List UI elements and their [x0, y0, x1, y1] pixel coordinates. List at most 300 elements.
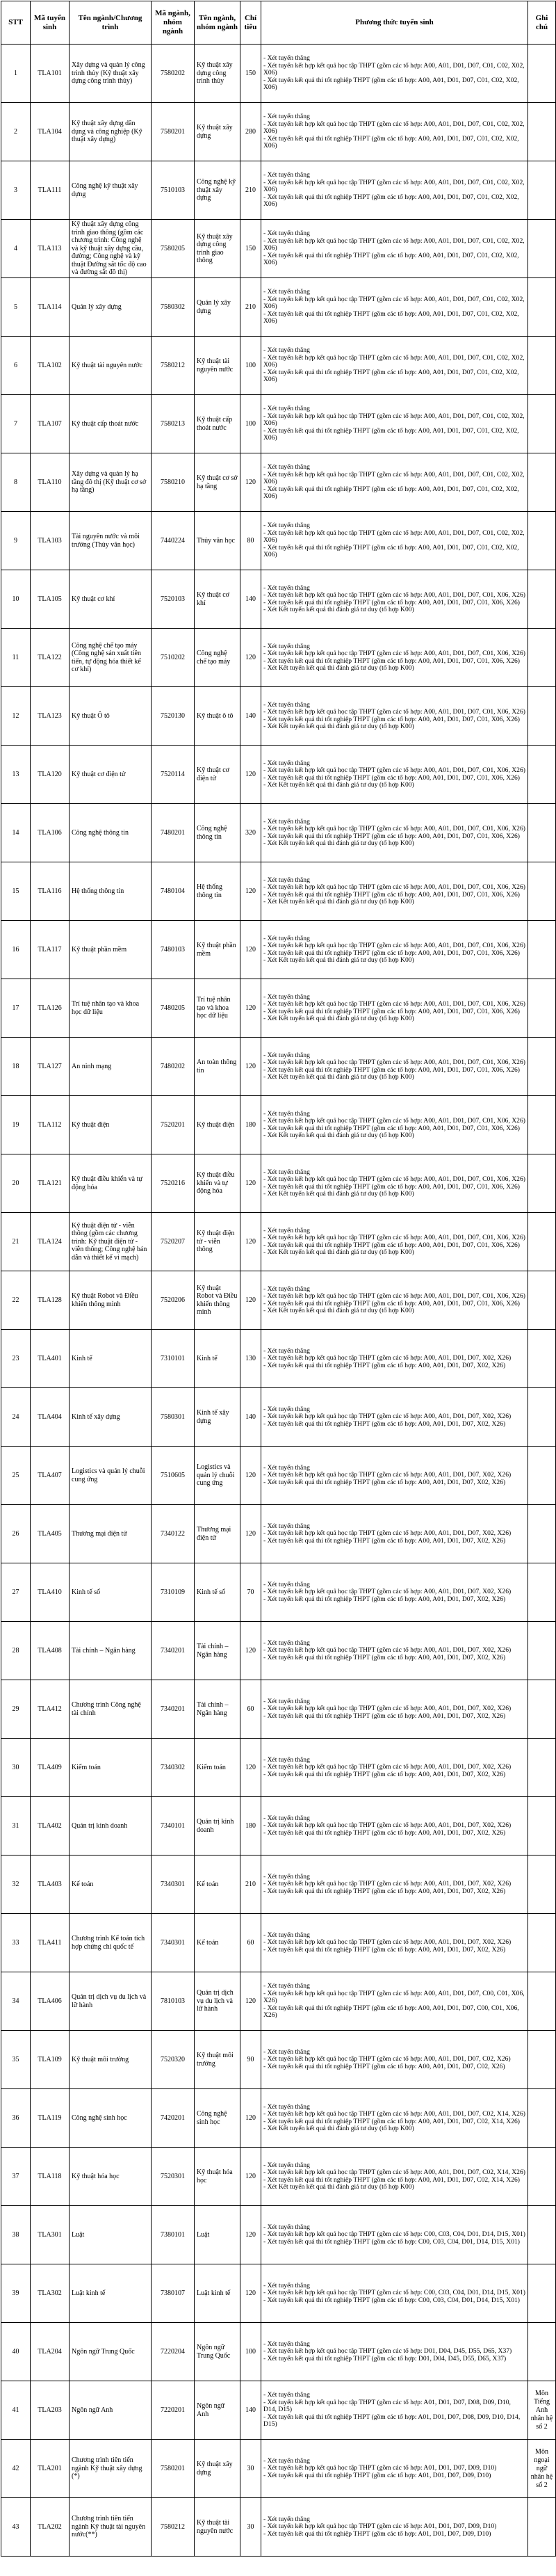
program-cell: An ninh mạng: [70, 1038, 152, 1096]
method-line: - Xét tuyển kết hợp kết quả học tập THPT (gồm các tổ hợp: A00, A01, D01, D07, C01, C02, X02, X06): [263, 120, 525, 136]
method-line: - Xét tuyển thẳng: [263, 1226, 310, 1234]
method-line: - Xét Kết tuyển kết quả thi đánh giá tư duy (tổ hợp K00): [263, 839, 414, 847]
note-cell: [528, 2498, 556, 2557]
major-name-cell: Quản trị kinh doanh: [195, 1797, 240, 1855]
table-row: [1, 161, 556, 220]
method-line: - Xét tuyển kết quả thi tốt nghiệp THPT (gồm các tổ hợp: C00, C03, C04, D01, D14, D15, X01): [263, 2296, 520, 2304]
code-cell: TLA111: [31, 161, 70, 220]
program-cell: Tài nguyên nước và môi trường (Thủy văn học): [70, 512, 152, 570]
method-cell: [261, 2264, 528, 2323]
method-line: - Xét tuyển thẳng: [263, 463, 310, 472]
method-line: - Xét tuyển kết quả thi tốt nghiệp THPT (gồm các tổ hợp: A00, A01, D01, D07, X02, X26): [263, 1419, 506, 1428]
method-line: - Xét tuyển kết hợp kết quả học tập THPT (gồm các tổ hợp: A00, A01, D01, D07, C01, X06, X26): [263, 1175, 525, 1184]
code-cell: TLA402: [31, 1797, 70, 1855]
method-line: - Xét tuyển kết quả thi tốt nghiệp THPT (gồm các tổ hợp: A00, A01, D01, D07, C01, C02, X02, X06): [263, 485, 519, 501]
method-cell: [261, 1330, 528, 1388]
stt-cell: 16: [1, 921, 31, 979]
method-line: - Xét Kết tuyển kết quả thi đánh giá tư duy (tổ hợp K00): [263, 722, 414, 730]
table-row: [1, 1855, 556, 1914]
method-line: - Xét tuyển kết hợp kết quả học tập THPT (gồm các tổ hợp: A00, A01, D01, D07, C01, X06, X26): [263, 825, 525, 833]
major-name-cell: Kỹ thuật cơ khí: [195, 570, 240, 629]
method-line: - Xét tuyển kết quả thi tốt nghiệp THPT (gồm các tổ hợp: A00, A01, D01, D07, C01, X06, X26): [263, 1007, 520, 1015]
method-line: - Xét tuyển kết quả thi tốt nghiệp THPT (gồm các tổ hợp: A00, A01, D01, D07, C02, X26): [263, 2062, 505, 2070]
method-line: - Xét tuyển thẳng: [263, 2223, 310, 2231]
major-code-cell: 7480201: [152, 804, 195, 862]
major-code-cell: 7340302: [152, 1739, 195, 1797]
note-cell: [528, 1622, 556, 1680]
table-row: [1, 395, 556, 453]
method-line: - Xét tuyển thẳng: [263, 2340, 310, 2348]
method-line: - Xét Kết tuyển kết quả thi đánh giá tư duy (tổ hợp K00): [263, 605, 414, 613]
method-line: - Xét tuyển thẳng: [263, 113, 310, 121]
quota-cell: 120: [240, 1038, 261, 1096]
table-row: [1, 2381, 556, 2440]
major-code-cell: 7510202: [152, 629, 195, 687]
major-code-cell: 7580201: [152, 103, 195, 161]
method-line: - Xét tuyển kết hợp kết quả học tập THPT (gồm các tổ hợp: A00, A01, D01, D07, X02, X26): [263, 1588, 512, 1596]
stt-cell: 10: [1, 570, 31, 629]
major-code-cell: 7480103: [152, 921, 195, 979]
program-cell: Quản trị kinh doanh: [70, 1797, 152, 1855]
major-code-cell: 7310109: [152, 1563, 195, 1622]
major-code-cell: 7480205: [152, 979, 195, 1038]
method-line: - Xét tuyển thẳng: [263, 759, 310, 767]
code-cell: TLA121: [31, 1154, 70, 1213]
table-row: [1, 2440, 556, 2498]
method-cell: [261, 2206, 528, 2264]
program-cell: Quản lý xây dựng: [70, 278, 152, 337]
note-cell: [528, 1739, 556, 1797]
table-row: [1, 2089, 556, 2148]
quota-cell: 120: [240, 921, 261, 979]
table-row: [1, 1797, 556, 1855]
method-line: - Xét tuyển thẳng: [263, 230, 310, 238]
quota-cell: 80: [240, 512, 261, 570]
quota-cell: 90: [240, 2031, 261, 2089]
program-cell: Kỹ thuật điện: [70, 1096, 152, 1154]
method-line: - Xét tuyển kết hợp kết quả học tập THPT (gồm các tổ hợp: A00, A01, D01, D07, X02, X26): [263, 1705, 512, 1713]
note-cell: [528, 103, 556, 161]
program-cell: Logistics và quản lý chuỗi cung ứng: [70, 1447, 152, 1505]
major-code-cell: 7520206: [152, 1271, 195, 1330]
quota-cell: 140: [240, 687, 261, 746]
code-cell: TLA107: [31, 395, 70, 453]
method-line: - Xét tuyển kết hợp kết quả học tập THPT (gồm các tổ hợp: A00, A01, D01, D07, X02, X26): [263, 1646, 512, 1655]
method-line: - Xét tuyển kết hợp kết quả học tập THPT (gồm các tổ hợp: A00, A01, D01, D07, X02, X26): [263, 1529, 512, 1538]
quota-cell: 150: [240, 45, 261, 103]
method-line: - Xét tuyển kết quả thi tốt nghiệp THPT (gồm các tổ hợp: A00, A01, D01, D07, X02, X26): [263, 1712, 506, 1720]
stt-cell: 27: [1, 1563, 31, 1622]
major-code-cell: 7310101: [152, 1330, 195, 1388]
program-cell: Kinh tế số: [70, 1563, 152, 1622]
method-line: - Xét tuyển kết hợp kết quả học tập THPT (gồm các tổ hợp: A00, A01, D01, D07, C00, C01, X06, X26): [263, 1989, 525, 2005]
method-cell: [261, 1972, 528, 2031]
method-line: - Xét tuyển kết quả thi tốt nghiệp THPT (gồm các tổ hợp: A00, A01, D01, D07, C01, C02, X02, X06): [263, 543, 519, 559]
stt-cell: 43: [1, 2498, 31, 2557]
method-line: - Xét tuyển kết hợp kết quả học tập THPT (gồm các tổ hợp: A00, A01, D01, D07, C01, C02, X02, X06): [263, 353, 525, 369]
quota-cell: 70: [240, 1563, 261, 1622]
method-cell: [261, 1388, 528, 1447]
program-cell: Kỹ thuật xây dựng công trình giao thông (gồm các chương trình: Công nghệ và kỹ thuật xây dựng cầu, đường; Công nghệ và kỹ thuật Đường sắt tốc độ cao và đường sắt đô thị): [70, 220, 152, 278]
note-cell: [528, 1271, 556, 1330]
program-cell: Kỹ thuật xây dựng dân dụng và công nghiệp (Kỹ thuật xây dựng): [70, 103, 152, 161]
method-line: - Xét tuyển kết hợp kết quả học tập THPT (gồm các tổ hợp: D01, D04, D45, D55, D65, X37): [263, 2347, 512, 2356]
major-code-cell: 7380107: [152, 2264, 195, 2323]
major-code-cell: 7580212: [152, 2498, 195, 2557]
stt-cell: 26: [1, 1505, 31, 1563]
code-cell: TLA301: [31, 2206, 70, 2264]
note-cell: [528, 1505, 556, 1563]
code-cell: TLA109: [31, 2031, 70, 2089]
stt-cell: 14: [1, 804, 31, 862]
program-cell: Công nghệ kỹ thuật xây dựng: [70, 161, 152, 220]
major-name-cell: Công nghệ chế tạo máy: [195, 629, 240, 687]
quota-cell: 130: [240, 1330, 261, 1388]
method-line: - Xét tuyển kết quả thi tốt nghiệp THPT (gồm các tổ hợp: A00, A01, D01, D07, X02, X26): [263, 1770, 506, 1778]
method-cell: [261, 921, 528, 979]
note-cell: [528, 1914, 556, 1972]
table-row: [1, 1154, 556, 1213]
table-row: [1, 1505, 556, 1563]
quota-cell: 120: [240, 1154, 261, 1213]
quota-cell: 100: [240, 337, 261, 395]
table-row: [1, 1447, 556, 1505]
stt-cell: 23: [1, 1330, 31, 1388]
note-cell: [528, 1855, 556, 1914]
stt-cell: 32: [1, 1855, 31, 1914]
stt-cell: 18: [1, 1038, 31, 1096]
note-cell: [528, 1797, 556, 1855]
program-cell: Kỹ thuật hóa học: [70, 2148, 152, 2206]
table-row: [1, 1038, 556, 1096]
method-line: - Xét tuyển kết hợp kết quả học tập THPT (gồm các tổ hợp: A00, A01, D01, D07, C01, X06, X26): [263, 1117, 525, 1125]
table-row: [1, 1271, 556, 1330]
major-name-cell: Kỹ thuật điều khiển và tự động hóa: [195, 1154, 240, 1213]
table-row: [1, 1914, 556, 1972]
program-cell: Kỹ thuật điều khiển và tự động hóa: [70, 1154, 152, 1213]
method-line: - Xét tuyển kết hợp kết quả học tập THPT (gồm các tổ hợp: A00, A01, D01, D07, C01, C02, X02, X06): [263, 178, 525, 194]
quota-cell: 150: [240, 220, 261, 278]
major-code-cell: 7580205: [152, 220, 195, 278]
method-line: - Xét tuyển kết hợp kết quả học tập THPT (gồm các tổ hợp: A00, A01, D01, D07, C01, X06, X26): [263, 942, 525, 950]
table-row: [1, 1680, 556, 1739]
code-cell: TLA204: [31, 2323, 70, 2381]
method-line: - Xét Kết tuyển kết quả thi đánh giá tư duy (tổ hợp K00): [263, 2124, 414, 2132]
program-cell: Luật kinh tế: [70, 2264, 152, 2323]
method-line: - Xét tuyển kết quả thi tốt nghiệp THPT (gồm các tổ hợp: A00, A01, D01, D07, C01, X06, X26): [263, 773, 520, 782]
table-row: [1, 1972, 556, 2031]
quota-cell: 120: [240, 1739, 261, 1797]
program-cell: Kỹ thuật tài nguyên nước: [70, 337, 152, 395]
method-line: - Xét tuyển kết quả thi tốt nghiệp THPT (gồm các tổ hợp: A00, A01, D01, D07, C01, C02, X02, X06): [263, 193, 519, 209]
table-row: [1, 2498, 556, 2557]
major-name-cell: Tài chính – Ngân hàng: [195, 1622, 240, 1680]
quota-cell: 100: [240, 395, 261, 453]
major-name-cell: Kế toán: [195, 1855, 240, 1914]
table-row: [1, 2148, 556, 2206]
method-line: - Xét tuyển thẳng: [263, 1931, 310, 1939]
stt-cell: 4: [1, 220, 31, 278]
major-name-cell: Công nghệ sinh học: [195, 2089, 240, 2148]
program-cell: Trí tuệ nhân tạo và khoa học dữ liệu: [70, 979, 152, 1038]
note-cell: [528, 453, 556, 512]
method-cell: [261, 1797, 528, 1855]
method-line: - Xét tuyển kết hợp kết quả học tập THPT (gồm các tổ hợp: A00, A01, D01, D07, X02, X26): [263, 1354, 512, 1362]
program-cell: Công nghệ thông tin: [70, 804, 152, 862]
major-name-cell: Logistics và quản lý chuỗi cung ứng: [195, 1447, 240, 1505]
major-name-cell: Kỹ thuật tài nguyên nước: [195, 337, 240, 395]
method-line: - Xét tuyển thẳng: [263, 1755, 310, 1764]
quota-cell: 120: [240, 2206, 261, 2264]
quota-cell: 120: [240, 2089, 261, 2148]
quota-cell: 120: [240, 1505, 261, 1563]
method-line: - Xét tuyển kết quả thi tốt nghiệp THPT (gồm các tổ hợp: A00, A01, D01, D07, C01, X06, X26): [263, 1299, 520, 1307]
stt-cell: 22: [1, 1271, 31, 1330]
stt-cell: 20: [1, 1154, 31, 1213]
program-cell: Xây dựng và quản lý hạ tầng đô thị (Kỹ thuật cơ sở hạ tầng): [70, 453, 152, 512]
program-cell: Kỹ thuật phần mềm: [70, 921, 152, 979]
code-cell: TLA122: [31, 629, 70, 687]
quota-cell: 120: [240, 862, 261, 921]
major-name-cell: Kế toán: [195, 1914, 240, 1972]
method-line: - Xét tuyển thẳng: [263, 2161, 310, 2169]
method-line: - Xét tuyển kết hợp kết quả học tập THPT (gồm các tổ hợp: A00, A01, D01, D07, C01, C02, X02, X06): [263, 236, 525, 252]
note-cell: [528, 2031, 556, 2089]
major-code-cell: 7220201: [152, 2381, 195, 2440]
stt-cell: 5: [1, 278, 31, 337]
method-line: - Xét tuyển thẳng: [263, 1346, 310, 1355]
major-name-cell: Kỹ thuật hóa học: [195, 2148, 240, 2206]
method-line: - Xét Kết tuyển kết quả thi đánh giá tư duy (tổ hợp K00): [263, 1014, 414, 1022]
stt-cell: 30: [1, 1739, 31, 1797]
stt-cell: 35: [1, 2031, 31, 2089]
major-code-cell: 7340122: [152, 1505, 195, 1563]
method-line: - Xét tuyển thẳng: [263, 1814, 310, 1822]
method-cell: [261, 1739, 528, 1797]
method-cell: [261, 1855, 528, 1914]
method-cell: [261, 2148, 528, 2206]
method-line: - Xét tuyển kết quả thi tốt nghiệp THPT (gồm các tổ hợp: A00, A01, D01, D07, C01, C02, X02, X06): [263, 426, 519, 442]
major-name-cell: An toàn thông tin: [195, 1038, 240, 1096]
major-code-cell: 7520320: [152, 2031, 195, 2089]
quota-cell: 120: [240, 2148, 261, 2206]
method-line: - Xét tuyển kết hợp kết quả học tập THPT (gồm các tổ hợp: A00, A01, D01, D07, X02, X26): [263, 1880, 512, 1888]
method-line: - Xét tuyển kết hợp kết quả học tập THPT (gồm các tổ hợp: A00, A01, D01, D07, C01, X06, X26): [263, 766, 525, 775]
method-line: - Xét tuyển kết hợp kết quả học tập THPT (gồm các tổ hợp: A00, A01, D01, D07, C01, C02, X02, X06): [263, 470, 525, 486]
method-cell: [261, 220, 528, 278]
code-cell: TLA201: [31, 2440, 70, 2498]
method-line: - Xét Kết tuyển kết quả thi đánh giá tư duy (tổ hợp K00): [263, 956, 414, 964]
program-cell: Kế toán: [70, 1855, 152, 1914]
method-cell: [261, 570, 528, 629]
code-cell: TLA404: [31, 1388, 70, 1447]
method-line: - Xét tuyển thẳng: [263, 1522, 310, 1530]
code-cell: TLA405: [31, 1505, 70, 1563]
code-cell: TLA403: [31, 1855, 70, 1914]
major-name-cell: Thương mại điện tử: [195, 1505, 240, 1563]
major-code-cell: 7520216: [152, 1154, 195, 1213]
method-cell: [261, 804, 528, 862]
code-cell: TLA128: [31, 1271, 70, 1330]
code-cell: TLA408: [31, 1622, 70, 1680]
method-cell: [261, 1154, 528, 1213]
method-line: - Xét tuyển kết hợp kết quả học tập THPT (gồm các tổ hợp: A00, A01, D01, D07, C01, X06, X26): [263, 1058, 525, 1067]
stt-cell: 17: [1, 979, 31, 1038]
method-line: - Xét tuyển thẳng: [263, 1982, 310, 1990]
quota-cell: 100: [240, 2323, 261, 2381]
note-cell: [528, 804, 556, 862]
header-major-name: Tên ngành, nhóm ngành: [195, 1, 240, 45]
program-cell: Kinh tế xây dựng: [70, 1388, 152, 1447]
method-line: - Xét Kết tuyển kết quả thi đánh giá tư duy (tổ hợp K00): [263, 1072, 414, 1081]
table-row: [1, 862, 556, 921]
note-cell: [528, 278, 556, 337]
major-name-cell: Ngôn ngữ Anh: [195, 2381, 240, 2440]
header-note: Ghi chú: [528, 1, 556, 45]
table-row: [1, 1213, 556, 1271]
major-name-cell: Hệ thống thông tin: [195, 862, 240, 921]
quota-cell: 120: [240, 629, 261, 687]
method-cell: [261, 1213, 528, 1271]
table-row: [1, 2206, 556, 2264]
table-row: [1, 687, 556, 746]
note-cell: [528, 512, 556, 570]
header-program: Tên ngành/Chương trình: [70, 1, 152, 45]
method-cell: [261, 687, 528, 746]
major-name-cell: Kỹ thuật điện tử - viễn thông: [195, 1213, 240, 1271]
code-cell: TLA406: [31, 1972, 70, 2031]
method-cell: [261, 979, 528, 1038]
code-cell: TLA102: [31, 337, 70, 395]
major-name-cell: Kỹ thuật tài nguyên nước: [195, 2498, 240, 2557]
code-cell: TLA411: [31, 1914, 70, 1972]
major-name-cell: Kỹ thuật xây dựng: [195, 103, 240, 161]
major-name-cell: Kỹ thuật phần mềm: [195, 921, 240, 979]
method-cell: [261, 746, 528, 804]
method-line: - Xét tuyển thẳng: [263, 405, 310, 413]
quota-cell: 280: [240, 103, 261, 161]
program-cell: Kỹ thuật Robot và Điều khiển thông minh: [70, 1271, 152, 1330]
table-row: [1, 1622, 556, 1680]
stt-cell: 42: [1, 2440, 31, 2498]
method-line: - Xét tuyển kết hợp kết quả học tập THPT (gồm các tổ hợp: A00, A01, D01, D07, C01, X06, X26): [263, 883, 525, 892]
program-cell: Tài chính – Ngân hàng: [70, 1622, 152, 1680]
method-line: - Xét tuyển kết hợp kết quả học tập THPT (gồm các tổ hợp: A01, D01, D07, D08, D09, D10, D14, D15): [263, 2398, 511, 2414]
major-name-cell: Quản lý xây dựng: [195, 278, 240, 337]
program-cell: Thương mại điện tử: [70, 1505, 152, 1563]
major-code-cell: 7580212: [152, 337, 195, 395]
method-line: - Xét tuyển thẳng: [263, 346, 310, 355]
major-code-cell: 7510605: [152, 1447, 195, 1505]
stt-cell: 37: [1, 2148, 31, 2206]
code-cell: TLA106: [31, 804, 70, 862]
note-cell: [528, 2206, 556, 2264]
stt-cell: 31: [1, 1797, 31, 1855]
method-line: - Xét tuyển thẳng: [263, 2281, 310, 2289]
major-name-cell: Luật: [195, 2206, 240, 2264]
stt-cell: 6: [1, 337, 31, 395]
admission-table: [1, 1, 556, 2557]
header-major-code: Mã ngành, nhóm ngành: [152, 1, 195, 45]
table-row: [1, 337, 556, 395]
method-line: - Xét tuyển thẳng: [263, 583, 310, 592]
method-cell: [261, 1622, 528, 1680]
quota-cell: 210: [240, 278, 261, 337]
stt-cell: 28: [1, 1622, 31, 1680]
quota-cell: 140: [240, 570, 261, 629]
major-code-cell: 7420201: [152, 2089, 195, 2148]
method-line: - Xét tuyển kết hợp kết quả học tập THPT (gồm các tổ hợp: A00, A01, D01, D07, C01, C02, X02, X06): [263, 61, 525, 77]
major-code-cell: 7520114: [152, 746, 195, 804]
method-line: - Xét tuyển kết quả thi tốt nghiệp THPT (gồm các tổ hợp: C00, C03, C04, D01, D14, D15, X01): [263, 2237, 520, 2246]
program-cell: Công nghệ sinh học: [70, 2089, 152, 2148]
program-cell: Kỹ thuật cơ điện tử: [70, 746, 152, 804]
code-cell: TLA202: [31, 2498, 70, 2557]
code-cell: TLA410: [31, 1563, 70, 1622]
major-name-cell: Kỹ thuật xây dựng công trình thủy: [195, 45, 240, 103]
code-cell: TLA101: [31, 45, 70, 103]
method-line: - Xét tuyển kết quả thi tốt nghiệp THPT (gồm các tổ hợp: A00, A01, D01, D07, C01, C02, X02, X06): [263, 134, 519, 150]
stt-cell: 21: [1, 1213, 31, 1271]
method-line: - Xét tuyển thẳng: [263, 2102, 310, 2111]
major-name-cell: Kỹ thuật cấp thoát nước: [195, 395, 240, 453]
quota-cell: 120: [240, 1271, 261, 1330]
quota-cell: 120: [240, 1972, 261, 2031]
quota-cell: 60: [240, 1680, 261, 1739]
note-cell: [528, 1563, 556, 1622]
method-cell: [261, 2440, 528, 2498]
major-name-cell: Kỹ thuật Robot và Điều khiển thông minh: [195, 1271, 240, 1330]
method-line: - Xét tuyển kết quả thi tốt nghiệp THPT (gồm các tổ hợp: A00, A01, D01, D07, C01, X06, X26): [263, 1182, 520, 1191]
note-cell: [528, 570, 556, 629]
major-code-cell: 7520207: [152, 1213, 195, 1271]
code-cell: TLA105: [31, 570, 70, 629]
program-cell: Kiểm toán: [70, 1739, 152, 1797]
method-line: - Xét tuyển kết quả thi tốt nghiệp THPT (gồm các tổ hợp: A00, A01, D01, D07, C01, X06, X26): [263, 890, 520, 899]
method-line: - Xét tuyển kết quả thi tốt nghiệp THPT (gồm các tổ hợp: A00, A01, D01, D07, X02, X26): [263, 1653, 506, 1661]
note-cell: [528, 1330, 556, 1388]
major-name-cell: Kinh tế: [195, 1330, 240, 1388]
quota-cell: 120: [240, 2264, 261, 2323]
header-row: [1, 1, 556, 45]
major-name-cell: Kỹ thuật xây dựng: [195, 2440, 240, 2498]
method-line: - Xét tuyển kết quả thi tốt nghiệp THPT (gồm các tổ hợp: D01, D04, D45, D55, D65, X37): [263, 2354, 507, 2362]
program-cell: Công nghệ chế tạo máy (Công nghệ sản xuất tiên tiến, tự động hóa thiết kế cơ khí): [70, 629, 152, 687]
note-cell: [528, 687, 556, 746]
method-cell: [261, 2031, 528, 2089]
major-code-cell: 7580201: [152, 2440, 195, 2498]
code-cell: TLA103: [31, 512, 70, 570]
stt-cell: 13: [1, 746, 31, 804]
quota-cell: 120: [240, 979, 261, 1038]
code-cell: TLA104: [31, 103, 70, 161]
table-row: [1, 921, 556, 979]
major-code-cell: 7510103: [152, 161, 195, 220]
major-name-cell: Công nghệ kỹ thuật xây dựng: [195, 161, 240, 220]
header-code: Mã tuyển sinh: [31, 1, 70, 45]
method-cell: [261, 862, 528, 921]
method-line: - Xét tuyển kết quả thi tốt nghiệp THPT (gồm các tổ hợp: A00, A01, D01, D07, C02, X14, X26): [263, 2117, 520, 2125]
method-line: - Xét tuyển thẳng: [263, 2515, 310, 2523]
note-cell: [528, 746, 556, 804]
code-cell: TLA127: [31, 1038, 70, 1096]
program-cell: Chương trình tiên tiến ngành Kỹ thuật tài nguyên nước(**): [70, 2498, 152, 2557]
quota-cell: 30: [240, 2498, 261, 2557]
code-cell: TLA407: [31, 1447, 70, 1505]
note-cell: Môn ngoại ngữ nhân hệ số 2: [528, 2440, 556, 2498]
major-code-cell: 7580210: [152, 453, 195, 512]
method-line: - Xét tuyển thẳng: [263, 171, 310, 179]
